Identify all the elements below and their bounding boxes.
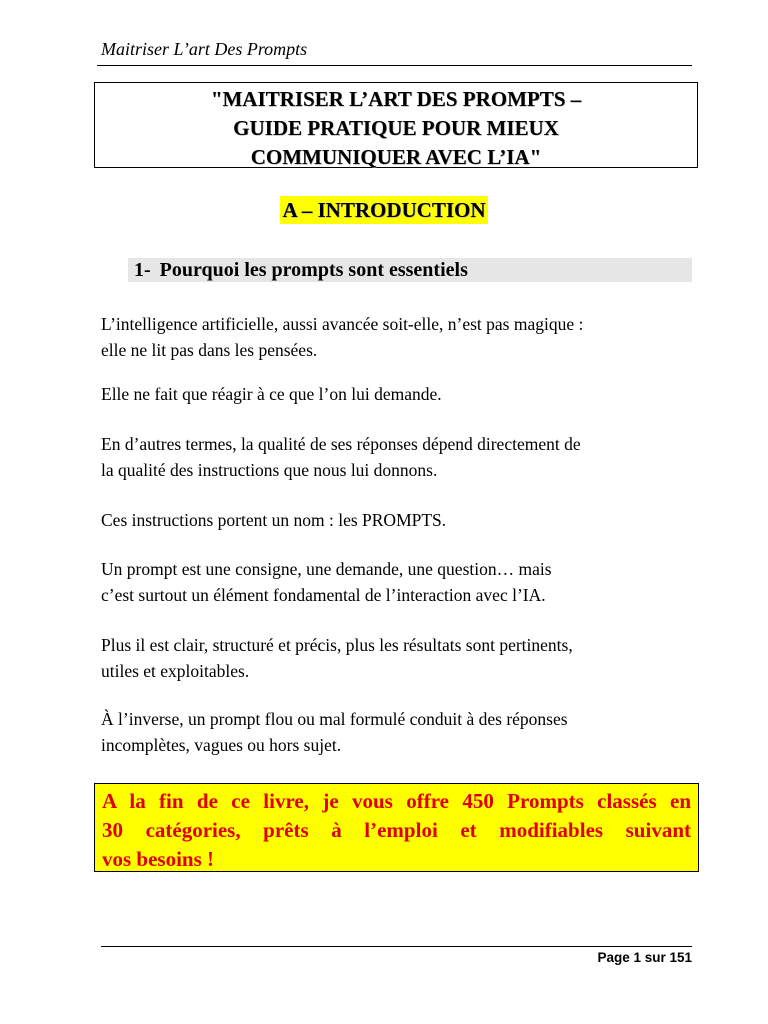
page-number: Page 1 sur 151 [597, 950, 692, 965]
paragraph-line: elle ne lit pas dans les pensées. [101, 340, 318, 360]
paragraph [101, 311, 701, 363]
callout-line: vos besoins ! [102, 847, 215, 871]
title-box [94, 82, 698, 168]
paragraph [101, 556, 701, 608]
title-line: COMMUNIQUER AVEC L’IA" [250, 145, 542, 169]
paragraph-line: En d’autres termes, la qualité de ses réponses dépend directement de [101, 434, 581, 454]
callout-box [94, 783, 699, 872]
subsection-title: Pourquoi les prompts sont essentiels [159, 259, 468, 281]
footer-rule [101, 946, 692, 947]
running-header: Maitriser L’art Des Prompts [101, 39, 308, 59]
paragraph-line: L’intelligence artificielle, aussi avancée soit-elle, n’est pas magique : [101, 314, 584, 334]
section-heading-label: A – INTRODUCTION [282, 198, 486, 222]
section-heading [0, 198, 768, 223]
paragraph-line: À l’inverse, un prompt flou ou mal formulé conduit à des réponses [101, 709, 568, 729]
paragraph-line: Elle ne fait que réagir à ce que l’on lui demande. [101, 384, 442, 404]
paragraph-line: c’est surtout un élément fondamental de l’interaction avec l’IA. [101, 585, 546, 605]
paragraph-line: la qualité des instructions que nous lui donnons. [101, 460, 438, 480]
paragraph [101, 706, 701, 758]
paragraph-line: incomplètes, vagues ou hors sujet. [101, 735, 342, 755]
paragraph-line: Ces instructions portent un nom : les PROMPTS. [101, 510, 447, 530]
paragraph-line: utiles et exploitables. [101, 661, 250, 681]
header-rule [97, 65, 692, 66]
paragraph-line: Plus il est clair, structuré et précis, plus les résultats sont pertinents, [101, 635, 573, 655]
title-line: GUIDE PRATIQUE POUR MIEUX [233, 116, 559, 140]
paragraph [101, 381, 701, 407]
callout-line: A la fin de ce livre, je vous offre 450 Prompts classés en [102, 789, 691, 813]
paragraph [101, 431, 701, 483]
paragraph [101, 632, 701, 684]
paragraph [101, 507, 701, 533]
title-line: "MAITRISER L’ART DES PROMPTS – [210, 87, 582, 111]
subsection-number: 1- [134, 259, 151, 281]
paragraph-line: Un prompt est une consigne, une demande, une question… mais [101, 559, 552, 579]
callout-line: 30 catégories, prêts à l’emploi et modifiables suivant [102, 818, 691, 842]
subsection-heading [128, 258, 692, 282]
